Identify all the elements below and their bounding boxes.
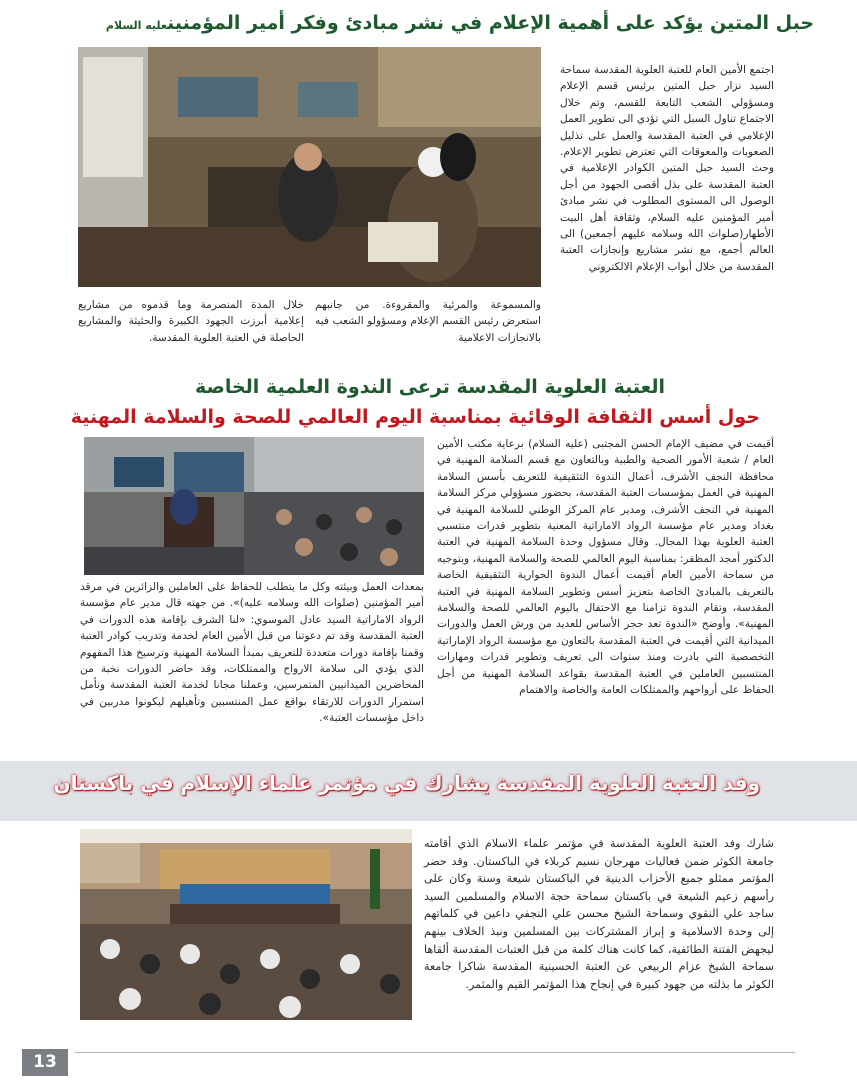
article1-title (100, 8, 820, 38)
article1-col-left: خلال المدة المنصرمة وما قدموه من مشاريع إعلامية أبرزت الجهود الكبيرة والحثيثة والمشاريع الحاصلة في العتبة العلوية المقدسة. (78, 299, 304, 344)
article1-col-right: اجتمع الأمين العام للعتبة العلوية المقدسة سماحة السيد نزار حبل المتين برئيس قسم الإعلام ومسؤولي الشعب التابعة للقسم، وتم خلال الاجتماع تناول السبل التي تؤدي الى تطوير العمل الإعلامي في العتبة المقدسة والعمل على تذليل الصعوبات والمعوقات التي تعترض تطوير الإعلام. وحث السيد حبل المتين الكوادر الإعلامية في العتبة المقدسة على بذل أقصى الجهود من أجل الوصول الى المستوى المطلوب في نشر مبادئ أمير المؤمنين عليه السلام، وثقافة أهل البيت الأطهار(صلوات الله وسلامه عليهم أجمعين) الى العالم أجمع، مع نشر مشاريع وإنجازات العتبة المقدسة من خلال أبواب الإعلام الالكتروني (560, 64, 774, 273)
footer-rule (75, 1052, 795, 1053)
article3-title: وفد العتبة العلوية المقدسة يشارك في مؤتمر علماء الإسلام في باكستان (53, 771, 760, 795)
page-number: 13 (33, 1052, 57, 1072)
article2-col-right: أقيمت في مضيف الإمام الحسن المجتبى (عليه السلام) برعاية مكتب الأمين العام / شعبة الأمور الصحية والطبية وبالتعاون مع قسم السلامة المهنية في محافظة النجف الأشرف، أعمال الندوة التثقيفية للتعريف بأسس السلامة المهنية في العمل بمؤسسات العتبة المقدسة، بحضور مسؤولي مركز السلامة المهنية في النجف الأشرف، ومدير عام المركز الوطني للسلامة المهنية في بغداد ومدير عام مؤسسة الرواد الاماراتية المعنية بتطوير قدرات منتسبي العتبة العلوية بهذا المجال. وقال مسؤول وحدة السلامة المهنية في العتبة الدكتور أمجد المظفر: بمناسبة اليوم العالمي للصحة والسلامة المهنية، وبتوجيه من سماحة الأمين العام أقيمت أعمال الندوة الحوارية التثقيفية الخاصة بالتعريف بالمبادئ الخاصة بتعزيز أسس وتطوير السلامة المهنية في العتبة المقدسة، وتقام الندوة تزامنا مع الاحتفال باليوم العالمي للصحة والسلامة المهنية». وأوضح «الندوة تعد حجر الأساس للعديد من ورش العمل والدورات الميدانية التي أقيمت في العتبة المقدسة بالتعاون مع مؤسسة الرواد الإماراتية التخصصية التي بادرت ومنذ سنوات الى تعريف وتطوير قدرات ومهارات المنتسبين العاملين في العتبة المقدسة بقواعد السلامة المهنية من أجل الحفاظ على أرواحهم والممتلكات العامة والخاصة والاهتمام (437, 438, 774, 697)
article3-body: شارك وفد العتبة العلوية المقدسة في مؤتمر علماء الاسلام الذي أقامته جامعة الكوثر ضمن فعاليات مهرجان نسيم كربلاء في الباكستان. وقد حضر المؤتمر ممثلو جميع الأحزاب الدينية في الباكستان شيعة وسنة وكان على رأسهم زعيم الشيعة في باكستان سماحة حجة الاسلام والمسلمين السيد ساجد علي النقوي وسماحة الشيخ محسن علي النجفي داعين في كلماتهم إلى وحدة الاسلامية و إبراز المشتركات بين المسلمين ونبذ الخلاف بينهم ليجهض الفتنة الطائفية، كما كانت هناك كلمة من قبل العتبات المقدسة ألقاها سماحة الشيخ عزام الربيعي عن العتبة الحسينية المقدسة شاكرا جامعة الكوثر ما بذلته من جهود كبيرة في إنجاح هذا المؤتمر القيم والمثمر. (424, 837, 774, 991)
article2-title-line2: حول أسس الثقافة الوقائية بمناسبة اليوم العالمي للصحة والسلامة المهنية (70, 406, 760, 428)
article1-title-suffix: عليه السلام (105, 19, 168, 32)
page-number-box (22, 1049, 68, 1076)
meeting-photo (78, 47, 541, 287)
conference-photo (80, 829, 412, 1020)
article2-col-left: بمعدات العمل وبيئته وكل ما يتطلب للحفاظ على العاملين والزائرين في مرقد أمير المؤمنين (صلوات الله وسلامه عليه)». من جهته قال مدير عام مؤسسة الرواد الاماراتية السيد عادل الموسوي: «لنا الشرف بإقامة هذه الدورات في العتبة المقدسة وقد تم دعوتنا من قبل الأمين العام لخدمة وتدريب كوادر العتبة وقمنا بإقامة دورات متعددة للتعريف بمبدأ السلامة المهنية وترسيخ هذا المفهوم الذي يؤدي الى سلامة الارواح والممتلكات، وقد حاضر الدورات نخبة من المحاضرين الميدانيين المتمرسين، وعملنا مجانا لخدمة العتبة المقدسة ونأمل استمرار الدورات للارتقاء بواقع عمل المنتسبين وتأهيلهم ليكونوا مدربين في داخل مؤسسات العتبة». (80, 581, 424, 725)
article1-col-middle: والمسموعة والمرئية والمقروءة. من جانبهم استعرض رئيس القسم الإعلام ومسؤولو الشعب فيه بالانجازات الاعلامية (315, 299, 541, 344)
article1-title-text: حبل المتين يؤكد على أهمية الإعلام في نشر مبادئ وفكر أمير المؤمنين (167, 12, 815, 34)
seminar-photo (84, 437, 424, 575)
article2-title-line1: العتبة العلوية المقدسة ترعى الندوة العلمية الخاصة (194, 376, 666, 398)
